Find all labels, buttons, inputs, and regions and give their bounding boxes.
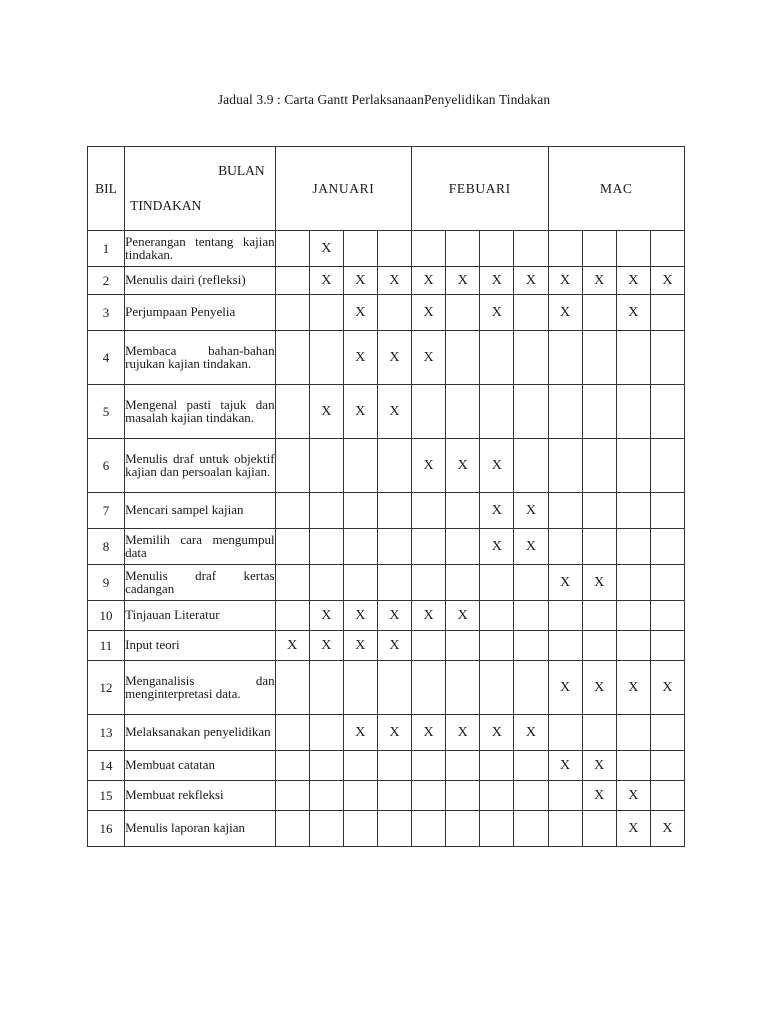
table-row <box>88 385 685 439</box>
gantt-cell <box>412 565 446 601</box>
table-row <box>88 529 685 565</box>
row-number: 1 <box>88 231 125 267</box>
gantt-cell <box>480 601 514 631</box>
gantt-cell <box>582 715 616 751</box>
gantt-cell <box>650 493 684 529</box>
gantt-cell <box>548 811 582 847</box>
row-number: 12 <box>88 661 125 715</box>
gantt-cell <box>309 439 343 493</box>
gantt-cell <box>377 781 411 811</box>
gantt-cell <box>275 811 309 847</box>
gantt-cell <box>582 529 616 565</box>
gantt-cell <box>446 811 480 847</box>
gantt-mark: X <box>650 267 684 295</box>
activity-cell: Penerangan tentang kajian tindakan. <box>125 231 275 267</box>
table-row <box>88 331 685 385</box>
activity-cell: Melaksanakan penyelidikan <box>125 715 275 751</box>
gantt-mark: X <box>616 811 650 847</box>
activity-cell: Menulis draf kertas cadangan <box>125 565 275 601</box>
gantt-cell <box>275 385 309 439</box>
gantt-cell <box>412 751 446 781</box>
gantt-cell <box>377 231 411 267</box>
gantt-cell <box>275 529 309 565</box>
gantt-cell <box>480 751 514 781</box>
gantt-cell <box>412 631 446 661</box>
activity-cell: Menulis dairi (refleksi) <box>125 267 275 295</box>
gantt-mark: X <box>480 267 514 295</box>
gantt-cell <box>548 385 582 439</box>
activity-cell: Tinjauan Literatur <box>125 601 275 631</box>
gantt-mark: X <box>514 529 548 565</box>
gantt-mark: X <box>514 267 548 295</box>
gantt-cell <box>650 565 684 601</box>
gantt-cell <box>616 565 650 601</box>
gantt-cell <box>412 661 446 715</box>
gantt-cell <box>275 267 309 295</box>
gantt-mark: X <box>514 493 548 529</box>
activity-cell: Membaca bahan-bahan rujukan kajian tindakan. <box>125 331 275 385</box>
gantt-cell <box>412 493 446 529</box>
gantt-cell <box>309 295 343 331</box>
gantt-cell <box>514 231 548 267</box>
gantt-cell <box>616 331 650 385</box>
gantt-cell <box>616 601 650 631</box>
gantt-body <box>88 231 685 847</box>
gantt-cell <box>514 751 548 781</box>
gantt-cell <box>548 631 582 661</box>
gantt-cell <box>514 661 548 715</box>
gantt-cell <box>650 529 684 565</box>
gantt-cell <box>616 493 650 529</box>
table-row <box>88 631 685 661</box>
gantt-cell <box>480 331 514 385</box>
gantt-mark: X <box>412 267 446 295</box>
row-number: 16 <box>88 811 125 847</box>
row-number: 13 <box>88 715 125 751</box>
gantt-cell <box>582 331 616 385</box>
gantt-cell <box>480 231 514 267</box>
gantt-cell <box>343 661 377 715</box>
gantt-mark: X <box>480 493 514 529</box>
gantt-cell <box>343 439 377 493</box>
gantt-mark: X <box>582 267 616 295</box>
gantt-cell <box>582 385 616 439</box>
bulan-tindakan-header <box>125 147 275 231</box>
gantt-mark: X <box>412 295 446 331</box>
gantt-cell <box>309 493 343 529</box>
gantt-mark: X <box>412 715 446 751</box>
gantt-mark: X <box>446 439 480 493</box>
table-row <box>88 715 685 751</box>
gantt-cell <box>377 439 411 493</box>
header-row <box>88 147 685 231</box>
gantt-cell <box>446 751 480 781</box>
gantt-mark: X <box>377 601 411 631</box>
table-row <box>88 439 685 493</box>
gantt-cell <box>616 385 650 439</box>
month-header-januari: JANUARI <box>275 147 411 231</box>
row-number: 9 <box>88 565 125 601</box>
gantt-cell <box>275 493 309 529</box>
gantt-cell <box>275 331 309 385</box>
row-number: 10 <box>88 601 125 631</box>
gantt-cell <box>343 811 377 847</box>
gantt-cell <box>548 493 582 529</box>
gantt-cell <box>343 231 377 267</box>
activity-cell: Mencari sampel kajian <box>125 493 275 529</box>
gantt-mark: X <box>377 385 411 439</box>
gantt-cell <box>514 439 548 493</box>
gantt-cell <box>548 781 582 811</box>
gantt-cell <box>343 529 377 565</box>
row-number: 3 <box>88 295 125 331</box>
gantt-cell <box>446 781 480 811</box>
gantt-mark: X <box>616 661 650 715</box>
row-number: 6 <box>88 439 125 493</box>
gantt-mark: X <box>616 267 650 295</box>
month-header-febuari: FEBUARI <box>412 147 548 231</box>
gantt-mark: X <box>446 715 480 751</box>
gantt-cell <box>582 439 616 493</box>
gantt-cell <box>275 601 309 631</box>
gantt-mark: X <box>377 267 411 295</box>
gantt-mark: X <box>480 715 514 751</box>
row-number: 14 <box>88 751 125 781</box>
gantt-mark: X <box>616 781 650 811</box>
table-row <box>88 493 685 529</box>
gantt-cell <box>377 493 411 529</box>
gantt-cell <box>616 529 650 565</box>
activity-cell: Perjumpaan Penyelia <box>125 295 275 331</box>
table-row <box>88 231 685 267</box>
gantt-chart-table <box>87 146 685 847</box>
table-caption: Jadual 3.9 : Carta Gantt PerlaksanaanPenyelidikan Tindakan <box>217 92 551 107</box>
gantt-mark: X <box>582 565 616 601</box>
gantt-cell <box>548 529 582 565</box>
row-number: 7 <box>88 493 125 529</box>
gantt-mark: X <box>377 715 411 751</box>
table-row <box>88 781 685 811</box>
gantt-mark: X <box>548 661 582 715</box>
gantt-cell <box>650 295 684 331</box>
row-number: 5 <box>88 385 125 439</box>
gantt-cell <box>309 565 343 601</box>
gantt-cell <box>650 439 684 493</box>
activity-cell: Input teori <box>125 631 275 661</box>
bulan-label: BULAN <box>218 163 265 178</box>
gantt-mark: X <box>377 331 411 385</box>
gantt-cell <box>480 661 514 715</box>
table-row <box>88 295 685 331</box>
gantt-cell <box>582 493 616 529</box>
gantt-mark: X <box>650 811 684 847</box>
gantt-mark: X <box>446 267 480 295</box>
gantt-cell <box>548 715 582 751</box>
table-row <box>88 601 685 631</box>
gantt-cell <box>377 751 411 781</box>
gantt-cell <box>514 781 548 811</box>
gantt-mark: X <box>309 631 343 661</box>
gantt-cell <box>650 601 684 631</box>
gantt-cell <box>446 565 480 601</box>
gantt-cell <box>650 631 684 661</box>
gantt-mark: X <box>309 231 343 267</box>
gantt-cell <box>514 811 548 847</box>
table-row <box>88 811 685 847</box>
activity-cell: Menulis draf untuk objektif kajian dan persoalan kajian. <box>125 439 275 493</box>
activity-cell: Menganalisis dan menginterpretasi data. <box>125 661 275 715</box>
gantt-cell <box>377 661 411 715</box>
gantt-mark: X <box>548 295 582 331</box>
gantt-cell <box>309 811 343 847</box>
gantt-cell <box>412 781 446 811</box>
gantt-mark: X <box>582 661 616 715</box>
gantt-mark: X <box>275 631 309 661</box>
gantt-cell <box>514 565 548 601</box>
gantt-cell <box>412 811 446 847</box>
gantt-mark: X <box>412 439 446 493</box>
gantt-mark: X <box>309 385 343 439</box>
gantt-cell <box>480 565 514 601</box>
gantt-cell <box>480 811 514 847</box>
gantt-cell <box>616 231 650 267</box>
gantt-cell <box>275 781 309 811</box>
gantt-cell <box>650 231 684 267</box>
gantt-cell <box>446 661 480 715</box>
activity-cell: Membuat catatan <box>125 751 275 781</box>
gantt-cell <box>548 439 582 493</box>
row-number: 11 <box>88 631 125 661</box>
gantt-cell <box>343 751 377 781</box>
gantt-mark: X <box>343 601 377 631</box>
table-row <box>88 661 685 715</box>
gantt-mark: X <box>343 267 377 295</box>
table-row <box>88 751 685 781</box>
gantt-cell <box>275 231 309 267</box>
gantt-mark: X <box>309 601 343 631</box>
gantt-mark: X <box>343 331 377 385</box>
activity-cell: Memilih cara mengumpul data <box>125 529 275 565</box>
gantt-cell <box>377 529 411 565</box>
gantt-cell <box>377 565 411 601</box>
gantt-cell <box>582 295 616 331</box>
gantt-cell <box>412 385 446 439</box>
row-number: 15 <box>88 781 125 811</box>
gantt-cell <box>548 601 582 631</box>
gantt-cell <box>446 295 480 331</box>
gantt-cell <box>548 331 582 385</box>
gantt-cell <box>412 529 446 565</box>
month-header-mac: MAC <box>548 147 684 231</box>
gantt-cell <box>309 529 343 565</box>
gantt-cell <box>275 295 309 331</box>
gantt-mark: X <box>446 601 480 631</box>
gantt-cell <box>582 811 616 847</box>
gantt-mark: X <box>548 267 582 295</box>
gantt-cell <box>650 751 684 781</box>
gantt-mark: X <box>616 295 650 331</box>
gantt-cell <box>650 331 684 385</box>
gantt-cell <box>275 751 309 781</box>
gantt-mark: X <box>309 267 343 295</box>
gantt-mark: X <box>343 631 377 661</box>
gantt-cell <box>309 751 343 781</box>
gantt-mark: X <box>582 751 616 781</box>
gantt-mark: X <box>412 601 446 631</box>
gantt-mark: X <box>480 529 514 565</box>
gantt-cell <box>514 631 548 661</box>
bil-header: BIL <box>88 147 125 231</box>
gantt-cell <box>343 565 377 601</box>
gantt-cell <box>309 331 343 385</box>
row-number: 2 <box>88 267 125 295</box>
row-number: 8 <box>88 529 125 565</box>
gantt-cell <box>412 231 446 267</box>
gantt-cell <box>275 715 309 751</box>
gantt-mark: X <box>582 781 616 811</box>
gantt-cell <box>616 631 650 661</box>
gantt-cell <box>446 529 480 565</box>
gantt-cell <box>514 601 548 631</box>
gantt-cell <box>446 231 480 267</box>
gantt-cell <box>377 295 411 331</box>
gantt-cell <box>446 385 480 439</box>
gantt-mark: X <box>548 751 582 781</box>
gantt-cell <box>650 781 684 811</box>
gantt-cell <box>480 781 514 811</box>
tindakan-label: TINDAKAN <box>130 198 202 213</box>
table-row <box>88 565 685 601</box>
gantt-cell <box>343 781 377 811</box>
gantt-cell <box>309 715 343 751</box>
gantt-mark: X <box>377 631 411 661</box>
gantt-mark: X <box>412 331 446 385</box>
gantt-cell <box>514 295 548 331</box>
activity-cell: Mengenal pasti tajuk dan masalah kajian tindakan. <box>125 385 275 439</box>
gantt-cell <box>446 493 480 529</box>
gantt-mark: X <box>343 295 377 331</box>
gantt-cell <box>582 231 616 267</box>
gantt-cell <box>514 331 548 385</box>
gantt-cell <box>446 331 480 385</box>
gantt-cell <box>275 661 309 715</box>
gantt-cell <box>446 631 480 661</box>
gantt-mark: X <box>480 439 514 493</box>
gantt-cell <box>616 751 650 781</box>
gantt-cell <box>582 631 616 661</box>
gantt-cell <box>616 715 650 751</box>
gantt-cell <box>650 385 684 439</box>
activity-cell: Menulis laporan kajian <box>125 811 275 847</box>
gantt-cell <box>616 439 650 493</box>
activity-cell: Membuat rekfleksi <box>125 781 275 811</box>
gantt-mark: X <box>343 715 377 751</box>
gantt-mark: X <box>343 385 377 439</box>
gantt-mark: X <box>548 565 582 601</box>
gantt-cell <box>343 493 377 529</box>
table-row <box>88 267 685 295</box>
gantt-mark: X <box>514 715 548 751</box>
gantt-cell <box>514 385 548 439</box>
gantt-mark: X <box>650 661 684 715</box>
gantt-cell <box>309 661 343 715</box>
gantt-mark: X <box>480 295 514 331</box>
gantt-cell <box>275 565 309 601</box>
gantt-cell <box>582 601 616 631</box>
gantt-cell <box>548 231 582 267</box>
gantt-cell <box>650 715 684 751</box>
gantt-cell <box>480 631 514 661</box>
gantt-cell <box>377 811 411 847</box>
gantt-cell <box>309 781 343 811</box>
gantt-cell <box>275 439 309 493</box>
row-number: 4 <box>88 331 125 385</box>
gantt-cell <box>480 385 514 439</box>
